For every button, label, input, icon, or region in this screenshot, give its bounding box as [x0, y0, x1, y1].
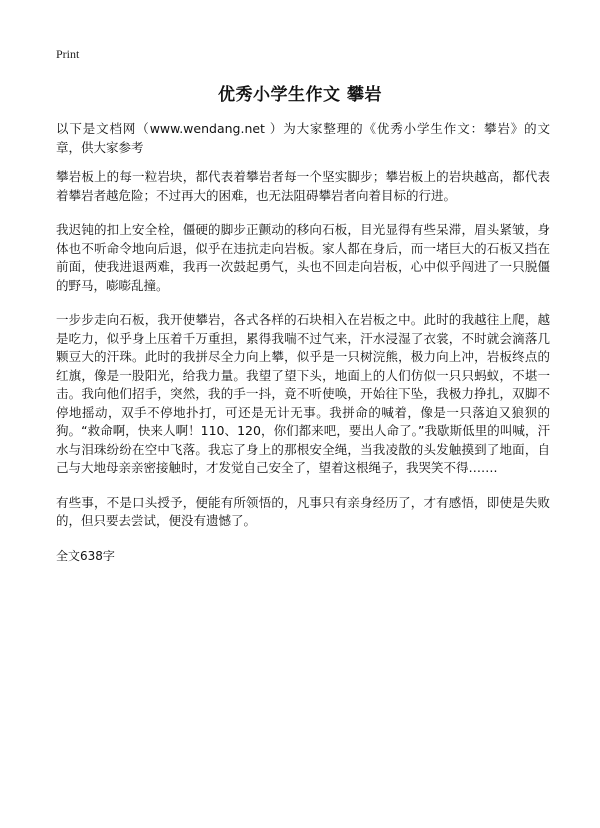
intro-paragraph: 以下是文档网（www.wendang.net ）为大家整理的《优秀小学生作文：攀岩》的文章，供大家参考 — [56, 121, 550, 155]
word-count: 全文638字 — [56, 548, 115, 563]
print-link[interactable]: Print — [56, 47, 80, 61]
body-paragraph-2: 我迟钝的扣上安全栓，僵硬的脚步正颤动的移向石板，目光显得有些呆滞，眉头紧皱，身体也不听命令地向后退，似乎在违抗走向岩板。家人都在身后，而一堵巨大的石板又挡在前面，使我进退两难，我再一次鼓起勇气，头也不回走向岩板，心中似乎闯进了一只脱僵的野马，嘭嘭乱撞。 — [56, 222, 550, 293]
body-paragraph-1: 攀岩板上的每一粒岩块，都代表着攀岩者每一个坚实脚步；攀岩板上的岩块越高，都代表着攀岩者越危险；不过再大的困难，也无法阻碍攀岩者向着目标的行进。 — [56, 169, 550, 203]
document-title: 优秀小学生作文 攀岩 — [218, 85, 382, 105]
document-body — [56, 120, 550, 564]
body-paragraph-3: 一步步走向石板，我开使攀岩，各式各样的石块相入在岩板之中。此时的我越往上爬，越是吃力，似乎身上压着千万重担，累得我喘不过气来，汗水浸湿了衣裳，不时就会滴落几颗豆大的汗珠。此时的我拼尽全力向上攀，似乎是一只树浣熊，极力向上冲，岩板终点的红旗，像是一股阳光，给我力量。我望了望下头，地面上的人们仿似一只只蚂蚁，不堪一击。我向他们招手，突然，我的手一抖，竟不听使唤，开始往下坠，我极力挣扎，双脚不停地摇动，双手不停地扑打，可还是无计无事。我拼命的喊着，像是一只落迫又狼狈的狗。“救命啊，快来人啊！110、120，你们都来吧，要出人命了。”我歇斯低里的叫喊，汗水与泪珠纷纷在空中飞落。我忘了身上的那根安全绳，当我凌散的头发触摸到了地面，自己与大地母亲亲密接触时，才发觉自己安全了，望着这根绳子，我哭笑不得……. — [56, 312, 550, 475]
body-paragraph-4: 有些事，不是口头授予，便能有所领悟的，凡事只有亲身经历了，才有感悟，即使是失败的，但只要去尝试，便没有遗憾了。 — [56, 494, 550, 528]
